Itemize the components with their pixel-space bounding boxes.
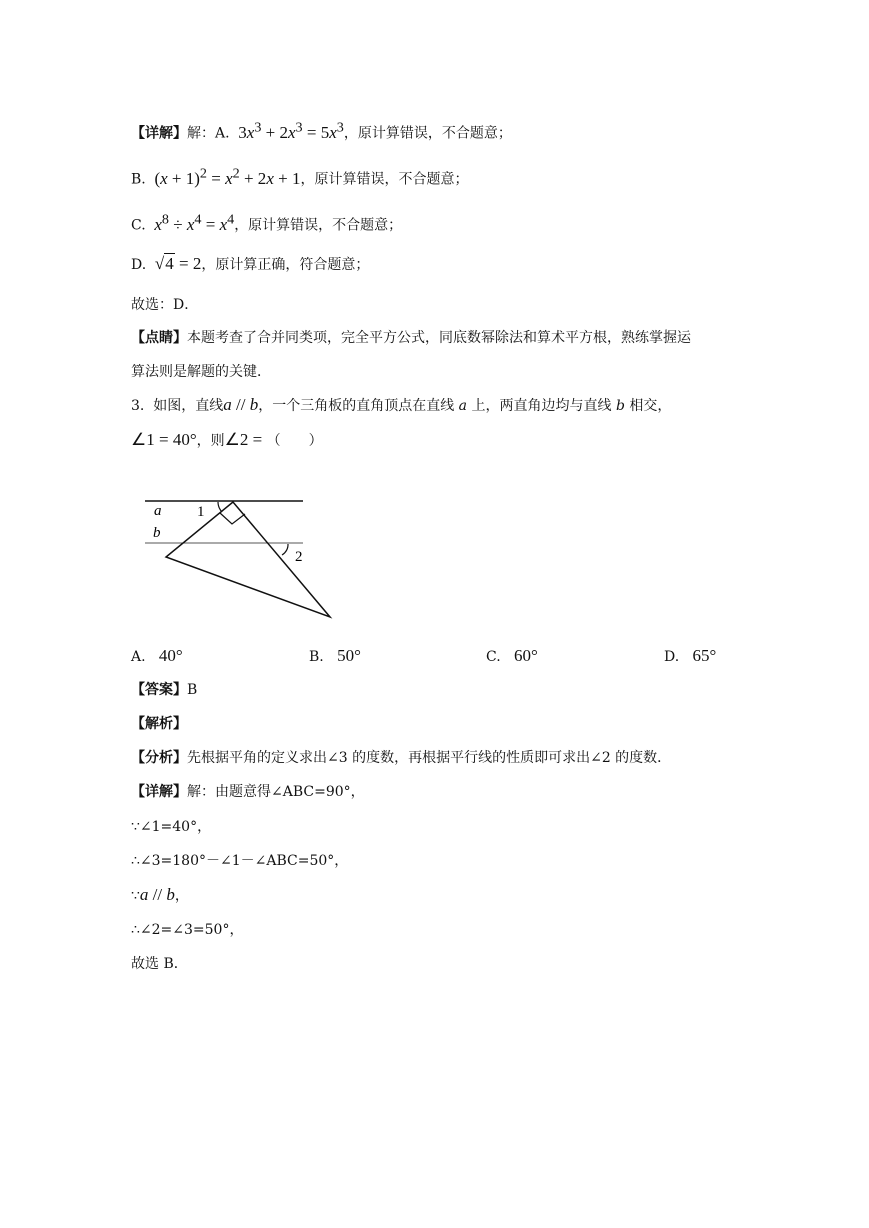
question-number: 3.	[131, 398, 145, 414]
question-3-line-1	[131, 395, 671, 416]
q3-text-3: 上，两直角边均与直线	[471, 398, 612, 414]
option-a-value: 40°	[158, 646, 183, 665]
line-d-label: D.	[131, 257, 147, 273]
answer-label: 【答案】	[131, 682, 187, 698]
formula-a-parallel-b: a // b	[223, 395, 259, 414]
right-angle-mark	[220, 513, 245, 524]
detail-label: 【详解】	[131, 125, 187, 142]
step-4: ∴∠2=∠3=50°，	[131, 922, 244, 938]
comment-text-1: 本题考查了合并同类项，完全平方公式，同底数幂除法和算术平方根，熟练掌握运	[187, 330, 691, 346]
formula-c: $x^8 \div x^4 = x^4$	[154, 211, 235, 234]
line-a-var: a	[458, 398, 468, 414]
line-a-tail: ，原计算错误，不合题意；	[343, 125, 512, 142]
analysis-sub-label: 【分析】	[131, 750, 187, 766]
step-3-prefix: ∵	[131, 888, 140, 904]
option-b	[309, 646, 361, 667]
option-c	[486, 646, 538, 667]
analysis-line	[131, 748, 671, 768]
option-b-label: B.	[309, 649, 324, 665]
option-d	[664, 646, 716, 667]
option-a-label: A.	[131, 649, 146, 665]
detail2-label: 【详解】	[131, 784, 187, 800]
formula-parallel: a // b	[139, 885, 175, 904]
geometry-figure	[140, 493, 340, 623]
line-b-tail: ，原计算错误，不合题意；	[300, 171, 469, 188]
detail-line-d	[131, 254, 369, 275]
q3-text-4: 相交，	[629, 398, 672, 414]
option-d-label: D.	[664, 649, 680, 665]
label-b: b	[153, 525, 161, 541]
detail-line-b	[131, 163, 468, 190]
detail-line-c	[131, 209, 402, 236]
analysis-text: 先根据平角的定义求出∠3 的度数，再根据平行线的性质即可求出∠2 的度数．	[187, 750, 672, 766]
choose-d-text: 故选：D．	[131, 297, 199, 313]
q3-text-2: ，一个三角板的直角顶点在直线	[258, 398, 455, 414]
answer-paren: （ ）	[266, 433, 323, 449]
formula-angle-1: ∠1 = 40°	[131, 430, 197, 449]
line-c-tail: ，原计算错误，不合题意；	[234, 217, 403, 234]
comment-label: 【点睛】	[131, 330, 187, 346]
answer-value: B	[187, 682, 198, 698]
step-3	[131, 885, 189, 906]
option-b-value: 50°	[337, 646, 361, 665]
q3-text-1: 如图，直线	[153, 398, 224, 414]
option-d-value: 65°	[692, 646, 717, 665]
line-b-label: B.	[131, 171, 146, 188]
step-1: ∵∠1=40°，	[131, 819, 212, 835]
detail2-line	[131, 782, 365, 802]
triangle	[166, 502, 330, 617]
label-a: a	[154, 503, 162, 519]
formula-d: √4 = 2	[150, 254, 202, 273]
angle-1-arc	[218, 502, 222, 512]
angle-2-arc	[282, 544, 288, 555]
formula-a: $3x^3 + 2x^3 = 5x^3$	[234, 119, 344, 142]
answer-line	[131, 680, 197, 700]
detail-prefix: 解：A.	[187, 125, 230, 142]
label-1: 1	[197, 504, 205, 520]
detail-line-a	[131, 117, 512, 144]
label-2: 2	[295, 549, 303, 565]
q3-line2-tail: ，则	[196, 433, 225, 449]
option-c-label: C.	[486, 649, 501, 665]
line-b-var: b	[615, 398, 625, 414]
analysis-label: 【解析】	[131, 716, 187, 732]
final-choice: 故选 B．	[131, 956, 188, 972]
question-3-line-2	[131, 430, 323, 451]
line-c-label: C.	[131, 217, 146, 234]
comment-line-2: 算法则是解题的关键．	[131, 364, 271, 380]
step-2: ∴∠3=180°－∠1－∠ABC=50°，	[131, 853, 349, 869]
line-d-tail: ，原计算正确，符合题意；	[201, 257, 370, 273]
option-c-value: 60°	[514, 646, 538, 665]
formula-angle-2: ∠2 =	[224, 430, 263, 449]
option-a	[131, 646, 183, 667]
comment-line-1	[131, 328, 691, 348]
step-3-tail: ，	[174, 888, 189, 904]
formula-b: $(x + 1)^2 = x^2 + 2x + 1$	[150, 165, 301, 188]
detail2-text: 解：由题意得∠ABC=90°，	[187, 784, 365, 800]
